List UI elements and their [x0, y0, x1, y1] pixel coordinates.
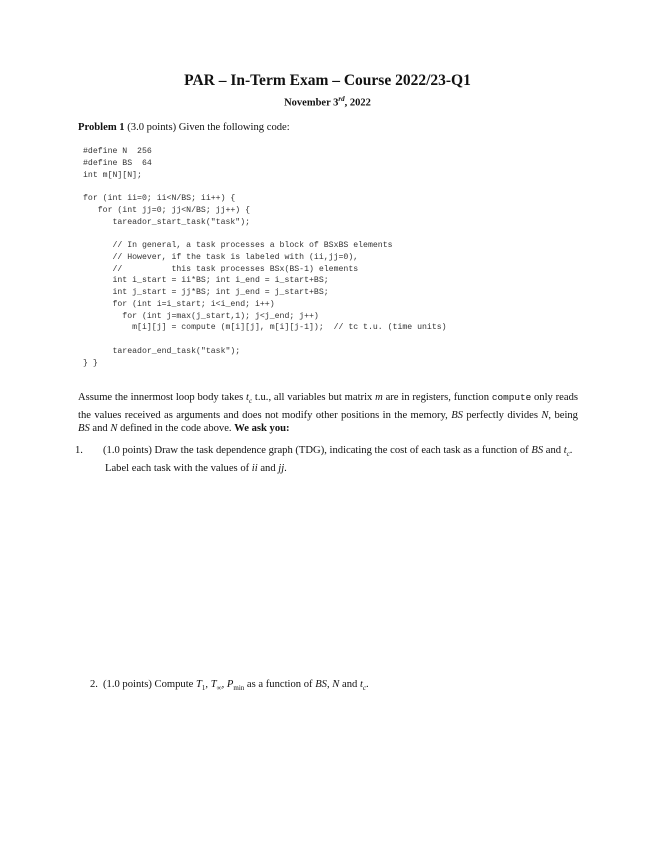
question-text: and: [339, 679, 360, 690]
var-t1: T: [196, 679, 202, 690]
code-line: int j_start = jj*BS; int j_end = j_start+BS;: [83, 288, 329, 297]
code-line: [83, 334, 447, 346]
date-superscript: rd: [338, 95, 345, 103]
question-text: ,: [221, 679, 227, 690]
var-n: N: [332, 679, 340, 690]
problem-intro: Given the following code:: [178, 122, 290, 133]
assumption-text: , being: [548, 409, 578, 421]
question-number: 2.: [90, 679, 98, 690]
var-t: t: [563, 445, 567, 456]
date-prefix: November 3: [284, 97, 339, 109]
var-t: t: [359, 679, 363, 690]
code-line: } }: [83, 358, 98, 368]
var-c-sub: c: [566, 450, 570, 459]
var-bs: BS: [451, 409, 463, 421]
assumption-text: only reads the values received as arguments and does not modify other positions in the memory,: [78, 392, 578, 421]
question-2: [90, 678, 578, 696]
assumption-text: Assume the innermost loop body takes: [78, 392, 247, 403]
code-line: [83, 228, 447, 240]
var-pmin-sub: min: [233, 684, 245, 693]
question-points: (1.0 points): [103, 679, 152, 690]
code-line: tareador_start_task("task");: [83, 217, 251, 227]
assumption-paragraph: [78, 391, 578, 436]
exam-date: [0, 95, 655, 109]
question-text: Compute: [151, 679, 196, 690]
question-text: .: [366, 679, 369, 690]
exam-title: PAR – In-Term Exam – Course 2022/23-Q1: [184, 72, 471, 89]
problem-heading: [78, 121, 290, 135]
var-jj: jj: [278, 462, 285, 474]
compute-function: compute: [491, 392, 532, 403]
problem-points: (3.0 points): [127, 122, 177, 133]
code-line: for (int i=i_start; i<i_end; i++): [83, 299, 275, 309]
code-line: for (int j=max(j_start,1); j<j_end; j++): [83, 311, 319, 321]
code-line: // this task processes BSx(BS-1) elements: [83, 264, 359, 274]
var-n: N: [541, 409, 549, 421]
problem-label: Problem 1: [78, 122, 125, 133]
question-number: 1.: [75, 445, 83, 456]
we-ask-you: We ask you:: [234, 423, 290, 435]
question-text: . Label each task with the values of: [105, 445, 573, 474]
var-n: N: [110, 423, 118, 435]
var-bs: BS: [315, 679, 327, 690]
code-line: int i_start = ii*BS; int i_end = i_start+BS;: [83, 276, 329, 286]
var-t: t: [246, 392, 249, 403]
code-line: #define N 256: [83, 147, 152, 156]
question-text: ,: [326, 679, 333, 690]
question-text: as a function of: [244, 679, 316, 690]
var-pmin: P: [226, 679, 234, 690]
var-bs: BS: [78, 423, 90, 435]
assumption-text: t.u., all variables but matrix: [252, 392, 376, 403]
code-line: #define BS 64: [83, 158, 152, 168]
var-tinf: T: [210, 679, 217, 690]
code-line: int m[N][N];: [83, 170, 142, 180]
question-text: and: [543, 445, 564, 456]
code-line: [83, 181, 447, 193]
date-suffix: , 2022: [344, 97, 371, 109]
code-line: // However, if the task is labeled with (ii,jj=0),: [83, 252, 359, 262]
question-text: Draw the task dependence graph (TDG), indicating the cost of each task as a function of: [151, 445, 532, 456]
question-1: [75, 444, 593, 475]
question-points: (1.0 points): [103, 445, 152, 456]
var-c-sub: c: [249, 397, 253, 406]
var-t1-sub: 1: [201, 684, 206, 693]
question-text: and: [257, 462, 279, 474]
code-line: for (int ii=0; ii<N/BS; ii++) {: [83, 194, 236, 203]
assumption-text: defined in the code above.: [117, 423, 235, 435]
assumption-text: are in registers, function: [382, 392, 492, 403]
code-line: tareador_end_task("task");: [83, 346, 241, 356]
code-line: for (int jj=0; jj<N/BS; jj++) {: [83, 205, 251, 215]
code-line: m[i][j] = compute (m[i][j], m[i][j-1]); // tc t.u. (time units): [83, 323, 447, 333]
assumption-text: perfectly divides: [462, 409, 542, 421]
var-ii: ii: [251, 462, 258, 474]
var-m: m: [375, 392, 383, 403]
var-tinf-sub: ∞: [216, 684, 222, 693]
code-line: // In general, a task processes a block of BSxBS elements: [83, 241, 393, 250]
code-block: [83, 146, 447, 369]
question-text: ,: [205, 679, 211, 690]
var-c-sub: c: [362, 684, 366, 693]
var-bs: BS: [531, 445, 544, 456]
assumption-text: and: [89, 423, 111, 435]
question-text: .: [284, 462, 287, 474]
